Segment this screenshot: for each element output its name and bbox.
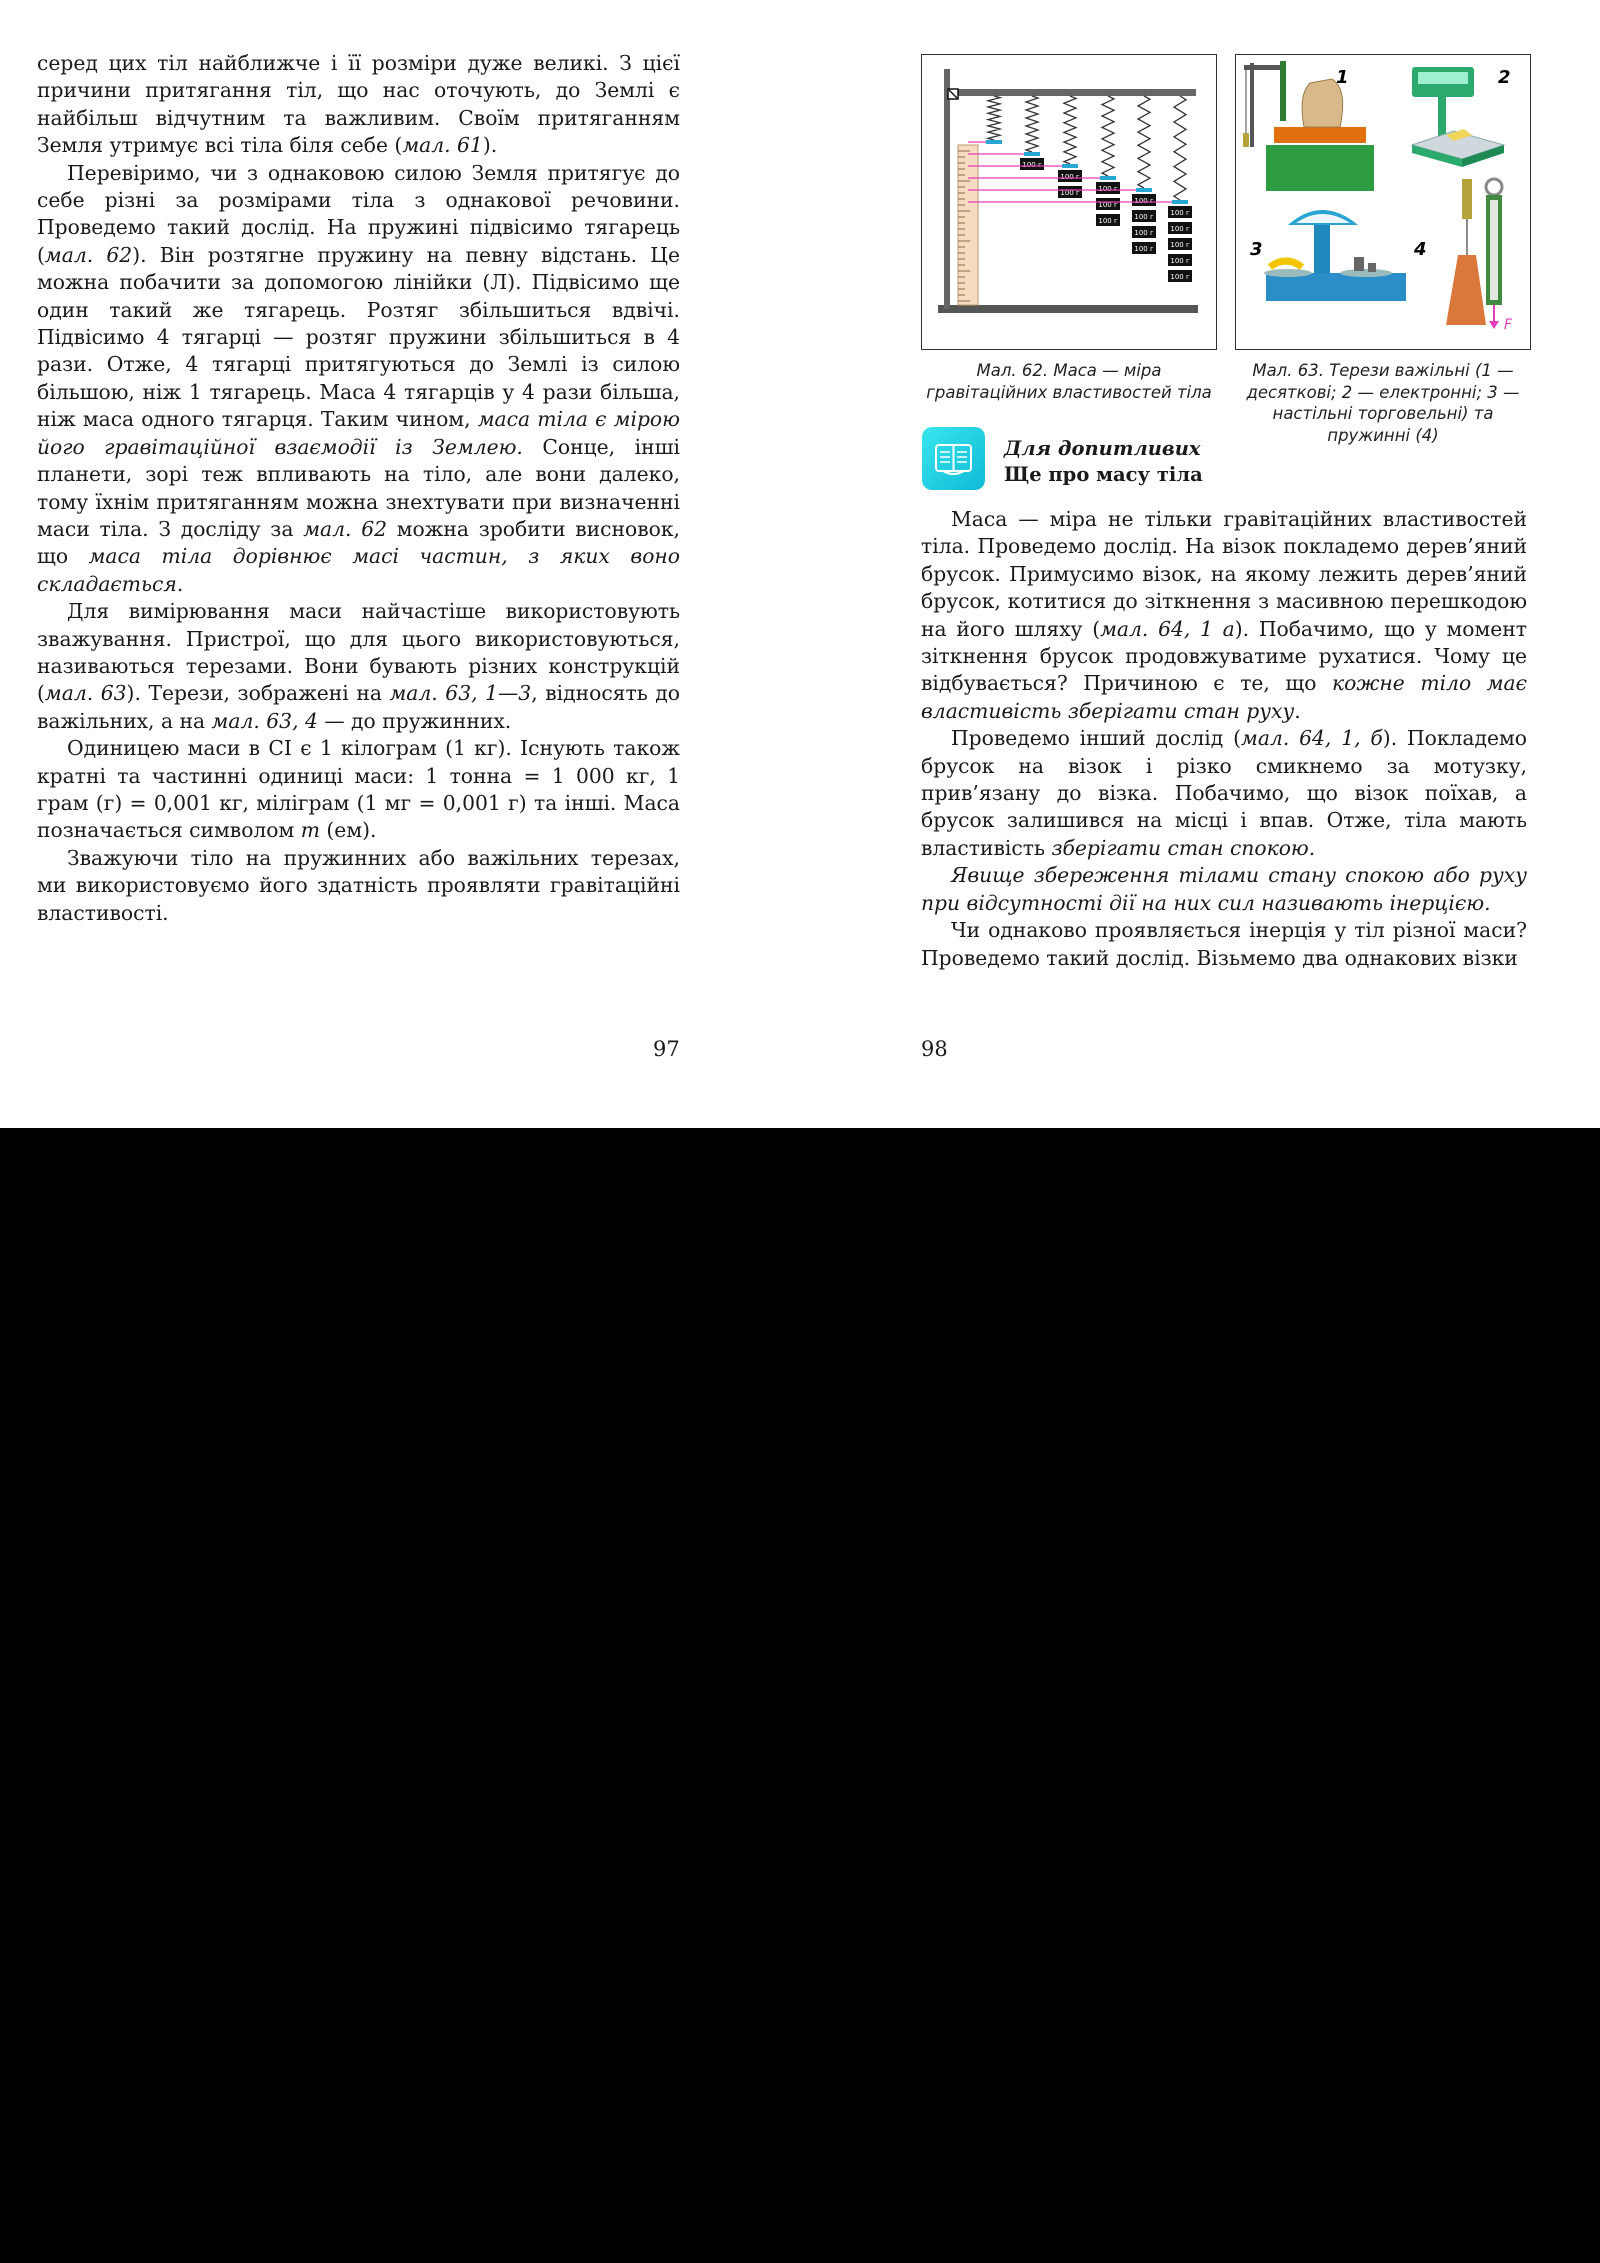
paragraph (37, 50, 680, 160)
spring (988, 96, 1000, 140)
italic-text: мал. 61 (402, 133, 483, 158)
text-run: можна зробити висновок, що (37, 516, 680, 569)
right-page (921, 50, 1527, 972)
fig63-label-2: 2 (1498, 67, 1511, 88)
fig63-label-1: 1 (1336, 67, 1349, 88)
sidebar-curious (921, 426, 1527, 506)
sidebar-title: Для допитливих (1004, 437, 1201, 460)
paragraph (921, 725, 1527, 862)
weight-label: 100 г (1134, 229, 1154, 237)
text-run: — до пружинних. (317, 708, 512, 733)
italic-text: мал. 64, 1 а (1100, 616, 1235, 641)
weight-label: 100 г (1098, 217, 1118, 225)
text-run: Одиницею маси в СІ є 1 кілограм (1 кг). Існують також кратні та частинні одиниці маси: 1 тонна = 1 000 кг, 1 грам (г) = 0,001 кг, міліграм (1 мг = 0,001 г) та інші. Маса позначається символом (37, 736, 680, 843)
paragraph (37, 160, 680, 599)
weight-label: 100 г (1060, 189, 1080, 197)
paragraph (37, 598, 680, 735)
paragraph (37, 735, 680, 845)
paragraph (921, 917, 1527, 972)
weight-label: 100 г (1134, 197, 1154, 205)
spring (1064, 96, 1076, 164)
spring (1138, 96, 1150, 188)
weight-label: 100 г (1022, 161, 1042, 169)
italic-text: зберігати стан спокою. (1051, 835, 1316, 860)
italic-text: m (300, 818, 320, 843)
book-spread (0, 0, 1600, 1128)
text-run: ). (482, 133, 498, 158)
paragraph (921, 862, 1527, 917)
italic-text: кожне тіло має властивість зберігати стан руху (921, 671, 1527, 723)
open-book-icon (922, 427, 985, 490)
page-number-left: 97 (653, 1037, 680, 1061)
page-number-right: 98 (921, 1037, 948, 1061)
right-page-text (921, 506, 1527, 972)
paragraph (37, 845, 680, 927)
spring-pointer (1024, 152, 1040, 156)
spring (1174, 96, 1186, 200)
italic-text: маса тіла дорівнює масі частин, з яких воно складається. (37, 544, 680, 596)
spring-scale (1446, 179, 1502, 329)
decimal-scale (1243, 61, 1374, 191)
spring-pointer (1136, 188, 1152, 192)
left-page (37, 50, 680, 927)
weight-label: 100 г (1060, 173, 1080, 181)
stand-base (938, 305, 1198, 313)
weight-label: 100 г (1170, 209, 1190, 217)
italic-text: мал. 62 (303, 516, 388, 541)
text-run: Проведемо інший дослід ( (951, 726, 1242, 751)
italic-text: мал. 63, 1—3 (389, 681, 532, 706)
fig63-label-3: 3 (1250, 239, 1263, 260)
spring-pointer (1172, 200, 1188, 204)
electronic-scale (1412, 67, 1504, 167)
weight-label: 100 г (1170, 273, 1190, 281)
figure-63 (1235, 54, 1531, 350)
spring (1102, 96, 1114, 176)
paragraph (921, 506, 1527, 725)
weight-label: 100 г (1098, 185, 1118, 193)
weight-label: 100 г (1170, 257, 1190, 265)
spring (1026, 96, 1038, 152)
spring-pointer (1062, 164, 1078, 168)
italic-text: мал. 62 (44, 242, 133, 267)
text-run: ). Побачимо, що у момент зіткнення брусок продовжуватиме рухатися. Чому це відбувається? Причиною є те, що (921, 616, 1527, 696)
text-run: Для вимірювання маси найчастіше використовують зважування. Пристрої, що для цього використовуються, називаються терезами. Вони бувають різних конструкцій ( (37, 599, 680, 706)
text-run: ). Терези, зображені на (126, 681, 390, 706)
spring-weights-illustration (922, 55, 1215, 348)
weight-label: 100 г (1170, 241, 1190, 249)
figure-63-caption: Мал. 63. Терези важільні (1 — десяткові; 2 — електронні; 3 — настільні торговельні) та пружинні (4) (1246, 361, 1520, 445)
left-page-text (37, 50, 680, 927)
figure-62 (921, 54, 1217, 350)
text-run: Зважуючи тіло на пружинних або важільних терезах, ми використовуємо його здатність проявляти гравітаційні властивості. (37, 845, 680, 925)
text-run: Чи однаково проявляється інерція у тіл різної маси? Проведемо такий дослід. Візьмемо два однакових візки (921, 918, 1527, 970)
counter-scale (1264, 210, 1406, 301)
italic-text: мал. 64, 1, б (1241, 726, 1383, 751)
stand-post (944, 69, 950, 309)
italic-text: мал. 63, 4 (211, 708, 318, 733)
sidebar-subtitle: Ще про масу тіла (1004, 463, 1203, 486)
stand-bar (944, 89, 1196, 96)
scales-illustration (1236, 55, 1529, 348)
italic-text: маса тіла є мірою його гравітаційної взаємодії із Землею. (37, 407, 680, 459)
figures-row (921, 50, 1527, 445)
text-run: Маса — міра не тільки гравітаційних властивостей тіла. Проведемо дослід. На візок покладемо дерев’яний брусок. Примусимо візок, на якому лежить дерев’яний брусок, котитися до зіткнення з масивною перешкодою на його шляху ( (921, 507, 1527, 641)
weight-label: 100 г (1170, 225, 1190, 233)
text-run: Перевіримо, чи з однаковою силою Земля притягує до себе різні за розмірами тіла з однакової речовини. Проведемо такий дослід. На пружині підвісимо тягарець ( (37, 160, 680, 267)
text-run: ). Покладемо брусок на візок і різко смикнемо за мотузку, прив’язану до візка. Побачимо, що візок поїхав, а брусок залишився на місці і впав. Отже, тіла мають властивість (921, 726, 1527, 860)
spring-pointer (986, 140, 1002, 144)
text-run: , відносять до важільних, а на (37, 681, 680, 733)
weight-label: 100 г (1134, 245, 1154, 253)
force-label: F (1504, 317, 1513, 333)
text-run: . (1294, 698, 1301, 723)
text-run: Сонце, інші планети, зорі теж впливають на тіло, але вони далеко, тому їхнім притяганням можна знехтувати при визначенні маси тіла. З досліду за (37, 434, 680, 541)
spring-pointer (1100, 176, 1116, 180)
weight-label: 100 г (1098, 201, 1118, 209)
text-run: (ем). (319, 818, 377, 843)
figure-62-caption: Мал. 62. Маса — міра гравітаційних властивостей тіла (926, 361, 1212, 402)
text-run: ). Він розтягне пружину на певну відстань. Це можна побачити за допомогою лінійки (Л). Підвісимо ще один такий же тягарець. Розтяг збільшиться вдвічі. Підвісимо 4 тягарці — розтяг пружини збільшиться в 4 рази. Отже, 4 тягарці притягуються до Землі із силою більшою, ніж 1 тягарець. Маса 4 тягарців у 4 рази більша, ніж маса одного тягарця. Таким чином, (37, 242, 680, 432)
fig63-label-4: 4 (1414, 239, 1427, 260)
weight-label: 100 г (1134, 213, 1154, 221)
text-run: серед цих тіл найближче і її розміри дуже великі. З цієї причини притягання тіл, що нас оточують, до Землі є найбільш відчутним та важливим. Своїм притяганням Земля утримує всі тіла біля себе ( (37, 51, 680, 158)
italic-text: Явище збереження тілами стану спокою або руху при відсутності дії на них сил називають інерцією. (921, 863, 1527, 915)
italic-text: мал. 63 (44, 681, 127, 706)
